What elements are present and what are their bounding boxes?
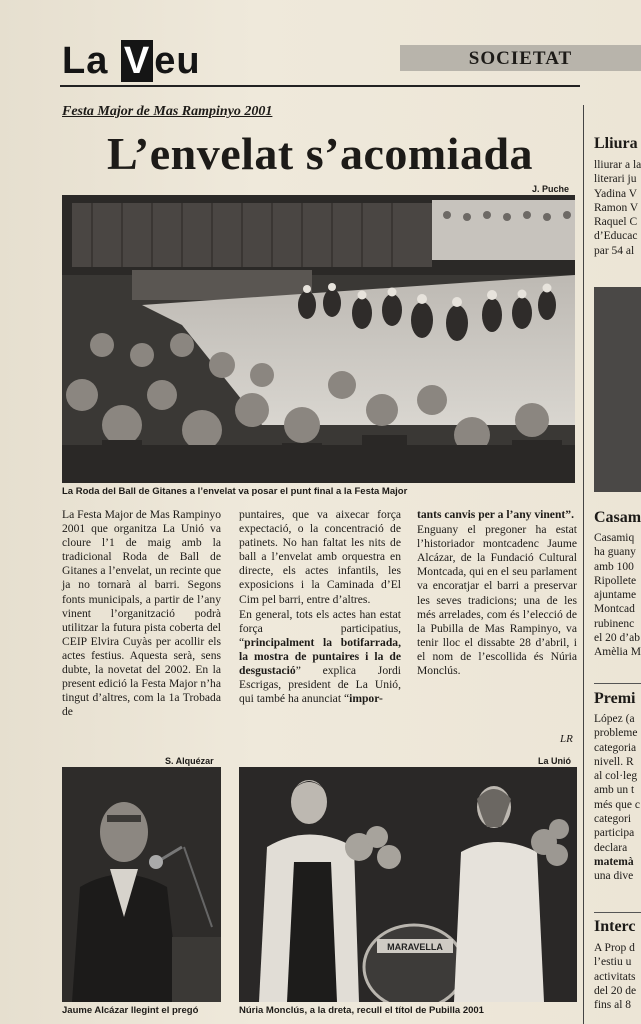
quote-bold: ”. [565,508,574,521]
quote-bold: principalment la botifarrada, la mostra de puntaires i la de desgustació [239,635,401,678]
strip-line: categori [594,813,632,826]
masthead-post: eu [154,40,201,82]
strip-heading-1: Lliura [594,135,638,152]
photo3-credit: La Unió [538,756,571,766]
strip-line: d’Educac [594,230,638,243]
main-photo-caption: La Roda del Ball de Gitanes a l’envelat va posar el punt final a la Festa Major [62,486,408,497]
body-paragraph: Enguany el pregoner ha estat l’historiador montcadenc Jaume Alcázar, de la Fundació Cultural Montcada, qui en el seu parlament va encoratjar el barri a preservar les seves tradicions; una de les més arrelades, com és l’elecció de la Pubilla de Mas Rampinyo, va tenir lloc el dissabte 28 d’abril, i el nom de l’escollida és Núria Monclús. [417,523,577,678]
strip-line: matemà [594,855,634,868]
section-label: SOCIETAT [468,48,573,69]
strip-text-1 [594,158,641,258]
strip-line: del 20 de [594,984,637,997]
strip-line: Ripollete [594,574,637,587]
strip-heading-3: Premi [594,690,636,707]
body-column-1 [62,508,221,720]
main-photo-credit: J. Puche [532,184,570,194]
strip-text-3 [594,712,641,884]
body-paragraph: puntaires, que va aixecar força expectació, o la concentració de patinets. No han faltat les nits de ball a l’envelat amb orquestra en directe, els actes infantils, les exposicions i la Caminada d’El Cim pel barri, entre d’altres. [239,508,401,606]
kicker: Festa Major de Mas Rampinyo 2001 [62,104,273,119]
strip-text-2 [594,531,641,660]
main-photo [62,195,575,483]
photo3-caption: Núria Monclús, a la dreta, recull el títol de Pubilla 2001 [239,1005,484,1016]
column-rule [583,105,584,1024]
photo2-caption: Jaume Alcázar llegint el pregó [62,1005,199,1016]
strip-line: amb 100 [594,560,634,573]
quote-bold: impor- [349,692,383,706]
quote-bold: tants canvis per a l’any vinent [417,508,566,521]
strip-divider [594,912,641,913]
strip-line: més que c [594,798,640,811]
body-paragraph [417,508,577,522]
strip-line: al col·leg [594,770,638,783]
top-rule [60,85,580,87]
strip-line: rubinenc [594,617,635,630]
text-run: ” explica Jordi Escrigas, president de La Unió, qui també ha anunciat “ [239,664,401,706]
text-run: En general, tots els actes han estat força participatius, “ [239,607,401,649]
strip-line: una dive [594,870,634,883]
strip-line: ha guany [594,546,636,559]
body-column-2 [239,508,401,707]
body-paragraph: La Festa Major de Mas Rampinyo 2001 que organitza La Unió va cloure l’1 de maig amb la tradicional Roda de Ball de Gitanes a l’envelat, un recinte que ja no tornarà al barri. Segons fonts municipals, a partir de l’any vinent l’organització podrà utilitzar la futura pista coberta del CEIP Elvira Cuyàs per acollir els actes festius. Aquesta serà, sens dubte, la novetat del 2002. En la present edició la Festa Major n’ha tingut d’altres, com la 1a Trobada de [62,508,221,719]
strip-line: Ramon V [594,201,639,214]
strip-heading-2: Casam [594,509,641,526]
strip-line: el 20 d’ab [594,632,640,645]
section-bar [400,45,641,71]
strip-line: participa [594,827,635,840]
strip-line: Casamiq [594,532,635,544]
strip-line: l’estiu u [594,956,632,969]
strip-line: probleme [594,727,638,740]
photo2-credit: S. Alquézar [165,756,214,766]
strip-line: activitats [594,970,636,983]
strip-line: nivell. R [594,755,634,768]
masthead-v-logo: V [121,40,153,82]
strip-line: A Prop d [594,942,635,954]
strip-line: fins al 8 [594,999,632,1012]
speaker-photo [62,767,221,1002]
pubilla-image [239,767,577,1002]
strip-line: literari ju [594,173,637,186]
dance-scene-image [62,195,575,483]
strip-line: Yadina V [594,187,638,200]
strip-line: lliurar a la [594,159,641,171]
strip-heading-4: Interc [594,918,636,935]
strip-photo [594,287,641,492]
strip-line: ajuntame [594,589,637,602]
author-signature: LR [560,733,573,745]
strip-line: Raquel C [594,216,638,229]
headline: L’envelat s’acomiada [106,128,534,179]
masthead-pre: La [62,40,120,82]
strip-line: par 54 al [594,244,635,257]
strip-line: Amèlia M [594,646,641,659]
speaker-image [62,767,221,1002]
strip-line: declara [594,841,628,854]
strip-divider [594,683,641,684]
drum-text: MARAVELLA [387,942,443,952]
pubilla-photo [239,767,577,1002]
strip-line: Montcad [594,603,635,616]
strip-line: categoria [594,741,637,754]
body-column-3 [417,508,577,679]
strip-text-4 [594,941,641,1012]
strip-line: amb un t [594,784,635,797]
strip-line: López (a [594,713,635,725]
body-paragraph [239,608,401,707]
masthead [62,40,201,83]
